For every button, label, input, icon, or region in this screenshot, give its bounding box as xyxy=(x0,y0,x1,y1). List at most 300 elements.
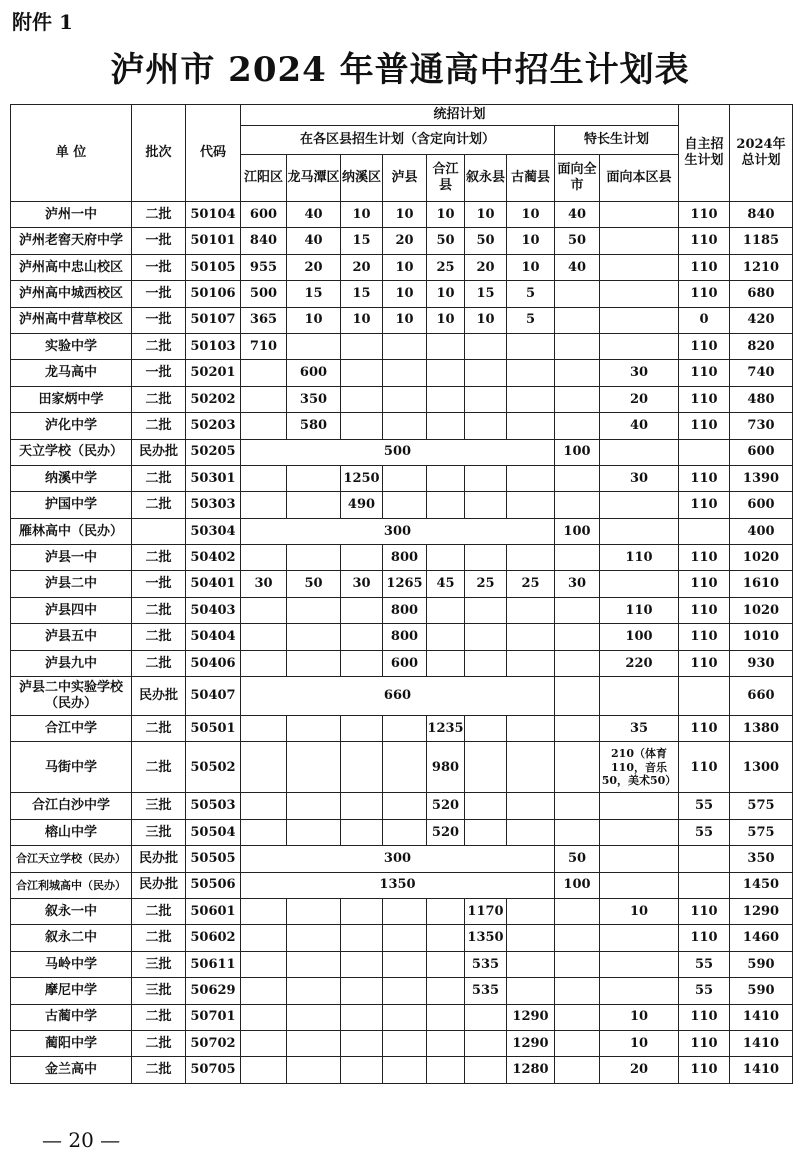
table-row xyxy=(11,386,793,412)
district-cell: 40 xyxy=(287,202,341,228)
district-cell xyxy=(241,951,287,977)
special-city-cell xyxy=(555,1057,600,1083)
batch-cell: 民办批 xyxy=(132,439,186,465)
district-cell xyxy=(341,413,383,439)
self-enrollment-cell: 110 xyxy=(679,624,730,650)
special-city-cell xyxy=(555,386,600,412)
district-cell: 800 xyxy=(383,624,427,650)
district-cell xyxy=(287,545,341,571)
district-cell xyxy=(341,925,383,951)
district-cell xyxy=(507,898,555,924)
district-cell xyxy=(341,597,383,623)
total-plan-cell: 1450 xyxy=(730,872,793,898)
district-cell xyxy=(427,386,465,412)
total-plan-cell: 1610 xyxy=(730,571,793,597)
district-cell: 800 xyxy=(383,545,427,571)
table-row xyxy=(11,228,793,254)
school-name-cell: 泸县二中 xyxy=(11,571,132,597)
special-city-cell xyxy=(555,819,600,845)
district-cell xyxy=(465,742,507,793)
district-cell xyxy=(241,898,287,924)
school-name-cell: 合江中学 xyxy=(11,716,132,742)
district-cell: 10 xyxy=(507,254,555,280)
school-name-cell: 榕山中学 xyxy=(11,819,132,845)
district-merged-cell: 500 xyxy=(241,439,555,465)
district-cell xyxy=(287,1030,341,1056)
total-plan-cell: 1460 xyxy=(730,925,793,951)
school-name-cell: 泸州高中忠山校区 xyxy=(11,254,132,280)
district-cell xyxy=(427,1057,465,1083)
batch-cell: 民办批 xyxy=(132,872,186,898)
special-local-cell xyxy=(600,571,679,597)
self-enrollment-cell: 110 xyxy=(679,202,730,228)
self-enrollment-cell xyxy=(679,439,730,465)
district-cell: 20 xyxy=(383,228,427,254)
table-row xyxy=(11,819,793,845)
header-special-city: 面向全市 xyxy=(555,155,600,202)
special-city-cell xyxy=(555,413,600,439)
code-cell: 50701 xyxy=(186,1004,241,1030)
code-cell: 50303 xyxy=(186,492,241,518)
district-cell xyxy=(383,386,427,412)
district-cell: 1235 xyxy=(427,716,465,742)
total-plan-cell: 820 xyxy=(730,333,793,359)
district-cell xyxy=(287,1004,341,1030)
district-cell: 40 xyxy=(287,228,341,254)
special-city-cell xyxy=(555,650,600,676)
district-cell xyxy=(383,1057,427,1083)
self-enrollment-cell: 110 xyxy=(679,228,730,254)
district-cell xyxy=(383,360,427,386)
district-cell xyxy=(241,819,287,845)
special-city-cell: 100 xyxy=(555,439,600,465)
district-cell: 20 xyxy=(465,254,507,280)
batch-cell: 二批 xyxy=(132,1004,186,1030)
self-enrollment-cell: 110 xyxy=(679,254,730,280)
district-merged-cell: 660 xyxy=(241,677,555,716)
special-local-cell xyxy=(600,492,679,518)
special-city-cell: 100 xyxy=(555,518,600,544)
batch-cell: 一批 xyxy=(132,571,186,597)
district-cell xyxy=(427,1004,465,1030)
district-cell: 10 xyxy=(507,202,555,228)
batch-cell: 二批 xyxy=(132,1057,186,1083)
district-cell xyxy=(465,413,507,439)
special-local-cell xyxy=(600,202,679,228)
school-name-cell: 合江利城高中（民办） xyxy=(11,872,132,898)
table-row xyxy=(11,281,793,307)
table-row xyxy=(11,1030,793,1056)
special-local-cell xyxy=(600,846,679,872)
special-local-cell xyxy=(600,281,679,307)
header-batch: 批次 xyxy=(132,105,186,202)
district-cell: 50 xyxy=(465,228,507,254)
special-city-cell xyxy=(555,281,600,307)
special-local-cell xyxy=(600,254,679,280)
school-name-cell: 摩尼中学 xyxy=(11,978,132,1004)
district-cell: 5 xyxy=(507,307,555,333)
district-cell xyxy=(507,819,555,845)
district-cell xyxy=(507,650,555,676)
district-cell: 840 xyxy=(241,228,287,254)
district-cell xyxy=(507,793,555,819)
special-local-cell xyxy=(600,677,679,716)
district-cell: 10 xyxy=(341,202,383,228)
special-local-cell xyxy=(600,872,679,898)
code-cell: 50403 xyxy=(186,597,241,623)
special-city-cell: 100 xyxy=(555,872,600,898)
code-cell: 50629 xyxy=(186,978,241,1004)
table-row xyxy=(11,360,793,386)
district-cell: 25 xyxy=(507,571,555,597)
batch-cell: 二批 xyxy=(132,898,186,924)
district-cell xyxy=(383,1004,427,1030)
table-row xyxy=(11,254,793,280)
self-enrollment-cell: 110 xyxy=(679,898,730,924)
district-cell xyxy=(241,624,287,650)
total-plan-cell: 840 xyxy=(730,202,793,228)
district-cell xyxy=(427,978,465,1004)
table-row xyxy=(11,545,793,571)
total-plan-cell: 1390 xyxy=(730,465,793,491)
district-cell xyxy=(341,650,383,676)
special-city-cell xyxy=(555,1004,600,1030)
district-cell xyxy=(241,413,287,439)
district-cell xyxy=(507,742,555,793)
batch-cell: 二批 xyxy=(132,465,186,491)
table-row xyxy=(11,716,793,742)
batch-cell: 二批 xyxy=(132,202,186,228)
total-plan-cell: 1010 xyxy=(730,624,793,650)
school-name-cell: 田家炳中学 xyxy=(11,386,132,412)
district-cell: 30 xyxy=(341,571,383,597)
header-district-group: 在各区县招生计划（含定向计划） xyxy=(241,126,555,155)
district-cell xyxy=(287,951,341,977)
school-name-cell: 金兰高中 xyxy=(11,1057,132,1083)
district-cell: 600 xyxy=(241,202,287,228)
self-enrollment-cell: 55 xyxy=(679,819,730,845)
district-cell xyxy=(427,360,465,386)
district-cell xyxy=(465,1057,507,1083)
header-district: 叙永县 xyxy=(465,155,507,202)
district-cell: 350 xyxy=(287,386,341,412)
district-cell xyxy=(507,465,555,491)
special-local-cell: 30 xyxy=(600,465,679,491)
batch-cell: 三批 xyxy=(132,793,186,819)
special-city-cell xyxy=(555,465,600,491)
district-cell xyxy=(383,333,427,359)
special-local-cell xyxy=(600,228,679,254)
special-local-cell: 10 xyxy=(600,898,679,924)
district-cell xyxy=(287,650,341,676)
table-row xyxy=(11,925,793,951)
total-plan-cell: 575 xyxy=(730,819,793,845)
code-cell: 50104 xyxy=(186,202,241,228)
code-cell: 50201 xyxy=(186,360,241,386)
code-cell: 50402 xyxy=(186,545,241,571)
total-plan-cell: 1410 xyxy=(730,1030,793,1056)
self-enrollment-cell: 110 xyxy=(679,571,730,597)
code-cell: 50406 xyxy=(186,650,241,676)
district-cell: 710 xyxy=(241,333,287,359)
district-cell: 50 xyxy=(287,571,341,597)
batch-cell: 二批 xyxy=(132,742,186,793)
special-city-cell xyxy=(555,492,600,518)
total-plan-cell: 350 xyxy=(730,846,793,872)
header-district: 龙马潭区 xyxy=(287,155,341,202)
district-cell xyxy=(465,333,507,359)
district-cell: 600 xyxy=(383,650,427,676)
district-cell xyxy=(287,333,341,359)
district-cell xyxy=(341,624,383,650)
district-cell: 980 xyxy=(427,742,465,793)
district-cell xyxy=(427,545,465,571)
district-cell xyxy=(241,386,287,412)
district-cell: 10 xyxy=(465,202,507,228)
header-code: 代码 xyxy=(186,105,241,202)
table-row xyxy=(11,742,793,793)
district-cell xyxy=(341,716,383,742)
table-row xyxy=(11,898,793,924)
school-name-cell: 泸县四中 xyxy=(11,597,132,623)
district-cell xyxy=(507,951,555,977)
table-row xyxy=(11,492,793,518)
batch-cell: 二批 xyxy=(132,545,186,571)
total-plan-cell: 590 xyxy=(730,951,793,977)
district-cell xyxy=(241,793,287,819)
school-name-cell: 雁林高中（民办） xyxy=(11,518,132,544)
special-local-cell: 210（体育110，音乐50，美术50） xyxy=(600,742,679,793)
special-local-cell: 35 xyxy=(600,716,679,742)
district-cell: 10 xyxy=(427,307,465,333)
batch-cell: 民办批 xyxy=(132,677,186,716)
district-cell xyxy=(383,951,427,977)
special-city-cell xyxy=(555,925,600,951)
header-special-group: 特长生计划 xyxy=(555,126,679,155)
district-cell xyxy=(341,1030,383,1056)
self-enrollment-cell: 110 xyxy=(679,465,730,491)
code-cell: 50401 xyxy=(186,571,241,597)
batch-cell: 二批 xyxy=(132,925,186,951)
code-cell: 50611 xyxy=(186,951,241,977)
school-name-cell: 天立学校（民办） xyxy=(11,439,132,465)
header-special-local: 面向本区县 xyxy=(600,155,679,202)
district-cell xyxy=(427,465,465,491)
special-local-cell: 10 xyxy=(600,1030,679,1056)
special-local-cell xyxy=(600,307,679,333)
code-cell: 50407 xyxy=(186,677,241,716)
district-cell: 25 xyxy=(427,254,465,280)
table-row xyxy=(11,333,793,359)
batch-cell: 一批 xyxy=(132,307,186,333)
total-plan-cell: 1020 xyxy=(730,545,793,571)
district-cell xyxy=(465,1030,507,1056)
special-local-cell: 10 xyxy=(600,1004,679,1030)
batch-cell: 民办批 xyxy=(132,846,186,872)
self-enrollment-cell xyxy=(679,518,730,544)
self-enrollment-cell xyxy=(679,872,730,898)
district-cell xyxy=(287,465,341,491)
district-cell: 45 xyxy=(427,571,465,597)
self-enrollment-cell: 55 xyxy=(679,793,730,819)
page-number: — 20 — xyxy=(42,1128,121,1152)
district-cell xyxy=(427,333,465,359)
school-name-cell: 叙永二中 xyxy=(11,925,132,951)
code-cell: 50502 xyxy=(186,742,241,793)
district-merged-cell: 1350 xyxy=(241,872,555,898)
code-cell: 50602 xyxy=(186,925,241,951)
table-row xyxy=(11,307,793,333)
header-row-1 xyxy=(11,105,793,126)
special-local-cell: 30 xyxy=(600,360,679,386)
district-cell: 25 xyxy=(465,571,507,597)
district-cell: 15 xyxy=(341,281,383,307)
special-local-cell: 100 xyxy=(600,624,679,650)
self-enrollment-cell: 110 xyxy=(679,925,730,951)
total-plan-cell: 400 xyxy=(730,518,793,544)
batch-cell: 一批 xyxy=(132,360,186,386)
district-cell xyxy=(383,413,427,439)
special-local-cell xyxy=(600,978,679,1004)
batch-cell: 二批 xyxy=(132,492,186,518)
self-enrollment-cell: 110 xyxy=(679,1030,730,1056)
school-name-cell: 龙马高中 xyxy=(11,360,132,386)
district-cell xyxy=(427,624,465,650)
batch-cell: 三批 xyxy=(132,819,186,845)
total-plan-cell: 590 xyxy=(730,978,793,1004)
self-enrollment-cell: 0 xyxy=(679,307,730,333)
code-cell: 50505 xyxy=(186,846,241,872)
batch-cell: 二批 xyxy=(132,386,186,412)
school-name-cell: 蔺阳中学 xyxy=(11,1030,132,1056)
special-city-cell xyxy=(555,978,600,1004)
school-name-cell: 泸州一中 xyxy=(11,202,132,228)
school-name-cell: 合江天立学校（民办） xyxy=(11,846,132,872)
total-plan-cell: 1210 xyxy=(730,254,793,280)
district-cell xyxy=(465,465,507,491)
special-city-cell xyxy=(555,742,600,793)
special-local-cell xyxy=(600,819,679,845)
district-cell xyxy=(287,492,341,518)
district-cell: 50 xyxy=(427,228,465,254)
school-name-cell: 泸县二中实验学校（民办） xyxy=(11,677,132,716)
batch-cell: 三批 xyxy=(132,951,186,977)
school-name-cell: 护国中学 xyxy=(11,492,132,518)
district-cell xyxy=(465,624,507,650)
batch-cell: 二批 xyxy=(132,413,186,439)
district-cell xyxy=(383,1030,427,1056)
table-row xyxy=(11,1057,793,1083)
district-cell xyxy=(383,819,427,845)
self-enrollment-cell: 110 xyxy=(679,413,730,439)
self-enrollment-cell: 110 xyxy=(679,386,730,412)
district-cell xyxy=(341,978,383,1004)
total-plan-cell: 600 xyxy=(730,439,793,465)
district-cell: 10 xyxy=(427,202,465,228)
code-cell: 50106 xyxy=(186,281,241,307)
total-plan-cell: 680 xyxy=(730,281,793,307)
district-cell xyxy=(427,898,465,924)
district-cell: 10 xyxy=(465,307,507,333)
special-local-cell xyxy=(600,439,679,465)
district-cell xyxy=(287,898,341,924)
district-cell xyxy=(507,333,555,359)
special-city-cell xyxy=(555,624,600,650)
total-plan-cell: 1300 xyxy=(730,742,793,793)
total-plan-cell: 1020 xyxy=(730,597,793,623)
district-cell xyxy=(507,925,555,951)
district-cell: 955 xyxy=(241,254,287,280)
district-cell xyxy=(287,793,341,819)
district-cell: 520 xyxy=(427,793,465,819)
district-cell xyxy=(241,1004,287,1030)
code-cell: 50504 xyxy=(186,819,241,845)
table-row xyxy=(11,597,793,623)
school-name-cell: 泸县五中 xyxy=(11,624,132,650)
district-cell xyxy=(287,925,341,951)
school-name-cell: 合江白沙中学 xyxy=(11,793,132,819)
total-plan-cell: 1410 xyxy=(730,1004,793,1030)
total-plan-cell: 480 xyxy=(730,386,793,412)
header-district: 古蔺县 xyxy=(507,155,555,202)
special-local-cell: 110 xyxy=(600,597,679,623)
district-cell: 30 xyxy=(241,571,287,597)
district-cell: 15 xyxy=(341,228,383,254)
district-cell: 490 xyxy=(341,492,383,518)
district-cell: 10 xyxy=(507,228,555,254)
code-cell: 50702 xyxy=(186,1030,241,1056)
school-name-cell: 马岭中学 xyxy=(11,951,132,977)
special-city-cell xyxy=(555,951,600,977)
annex-label: 附件 1 xyxy=(12,10,73,34)
district-cell xyxy=(341,386,383,412)
code-cell: 50301 xyxy=(186,465,241,491)
special-city-cell: 50 xyxy=(555,228,600,254)
district-cell xyxy=(287,742,341,793)
special-city-cell xyxy=(555,793,600,819)
table-row xyxy=(11,518,793,544)
district-cell xyxy=(465,545,507,571)
total-plan-cell: 575 xyxy=(730,793,793,819)
total-plan-cell: 600 xyxy=(730,492,793,518)
district-cell xyxy=(341,793,383,819)
special-city-cell xyxy=(555,677,600,716)
code-cell: 50304 xyxy=(186,518,241,544)
district-cell xyxy=(507,545,555,571)
table-row xyxy=(11,951,793,977)
district-cell xyxy=(465,793,507,819)
district-cell xyxy=(383,978,427,1004)
total-plan-cell: 660 xyxy=(730,677,793,716)
district-cell: 600 xyxy=(287,360,341,386)
code-cell: 50205 xyxy=(186,439,241,465)
district-cell xyxy=(287,819,341,845)
special-city-cell xyxy=(555,716,600,742)
district-cell xyxy=(241,1057,287,1083)
district-cell xyxy=(383,716,427,742)
self-enrollment-cell xyxy=(679,846,730,872)
header-unified-plan: 统招计划 xyxy=(241,105,679,126)
district-cell: 800 xyxy=(383,597,427,623)
total-plan-cell: 1380 xyxy=(730,716,793,742)
district-cell xyxy=(465,819,507,845)
district-cell: 10 xyxy=(383,281,427,307)
table-body xyxy=(11,105,793,1084)
self-enrollment-cell: 110 xyxy=(679,1004,730,1030)
total-plan-cell: 730 xyxy=(730,413,793,439)
district-cell: 1170 xyxy=(465,898,507,924)
special-local-cell: 220 xyxy=(600,650,679,676)
